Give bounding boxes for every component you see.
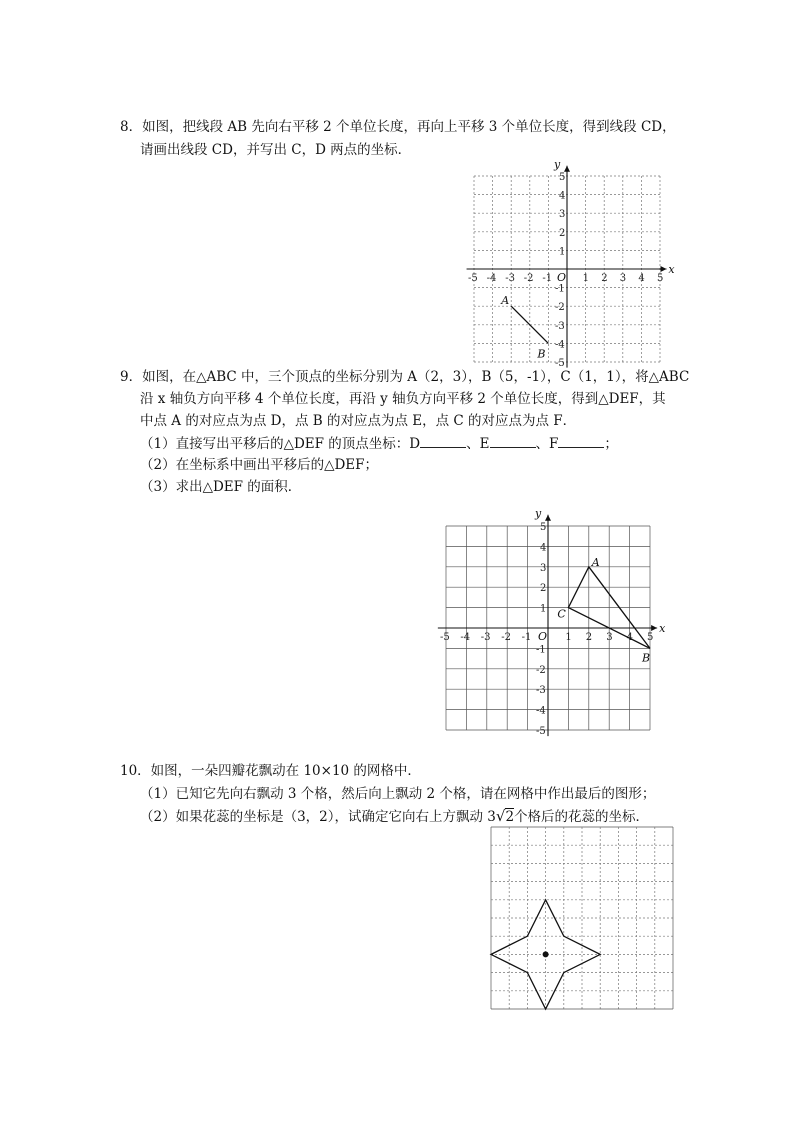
q9-sub1-text-d: ； — [604, 436, 618, 452]
y-axis-arrow — [545, 515, 551, 521]
q9-sub2: （2）在坐标系中画出平移后的△DEF； — [140, 457, 379, 473]
x-tick-label: -3 — [505, 273, 515, 284]
answer-blank-e[interactable] — [490, 434, 536, 448]
y-tick-label: 4 — [540, 542, 547, 554]
x-tick-label: 1 — [565, 632, 572, 643]
q9-line1: 9．如图，在△ABC 中，三个顶点的坐标分别为 A（2，3），B（5，-1），C（1，1），将△ABC — [120, 369, 690, 385]
point-c-label: C — [557, 607, 566, 621]
x-axis-arrow — [651, 625, 657, 631]
y-axis-arrow — [564, 166, 570, 172]
x-tick-label: -4 — [486, 273, 497, 284]
x-tick-label: 3 — [606, 632, 613, 643]
x-axis-label: x — [668, 263, 675, 276]
x-tick-label: 5 — [657, 273, 664, 284]
q9-sub1-text-a: （1）直接写出平移后的△DEF 的顶点坐标：D — [140, 436, 421, 452]
y-tick-label: -4 — [555, 339, 565, 351]
y-tick-label: -2 — [555, 302, 565, 314]
y-tick-label: 1 — [559, 246, 566, 258]
y-tick-label: -5 — [536, 726, 546, 737]
x-tick-label: 1 — [582, 273, 589, 284]
point-a-label: A — [501, 294, 510, 308]
x-tick-label: 5 — [647, 632, 654, 643]
x-tick-label: -1 — [521, 632, 532, 643]
q8-line2: 请画出线段 CD，并写出 C，D 两点的坐标． — [140, 142, 412, 158]
x-tick-label: -5 — [440, 632, 450, 643]
q9-sub1 — [140, 434, 618, 453]
origin-label: O — [538, 630, 548, 643]
point-b-label: B — [642, 651, 651, 665]
q9-line3: 中点 A 的对应点为点 D，点 B 的对应点为点 E，点 C 的对应点为点 F． — [140, 413, 577, 429]
q10-sub2 — [140, 807, 649, 826]
y-axis-label: y — [535, 506, 542, 520]
y-tick-label: -1 — [536, 644, 546, 656]
x-tick-label: 3 — [619, 273, 627, 284]
x-tick-label: 2 — [585, 632, 593, 643]
y-tick-label: 5 — [540, 522, 547, 533]
y-tick-label: 1 — [540, 603, 547, 615]
y-tick-label: -3 — [536, 685, 546, 697]
answer-blank-d[interactable] — [420, 434, 466, 448]
y-tick-label: -3 — [555, 320, 565, 332]
q10-sub2-text-b: 个格后的花蕊的坐标． — [514, 809, 650, 825]
x-tick-label: -3 — [480, 632, 491, 643]
point-b-label: B — [537, 347, 546, 361]
x-tick-label: 4 — [638, 273, 645, 284]
y-tick-label: -5 — [555, 358, 565, 369]
origin-label: O — [557, 271, 567, 284]
sqrt-radicand: 2 — [505, 809, 515, 825]
q9-line2: 沿 x 轴负方向平移 4 个单位长度，再沿 y 轴负方向平移 2 个单位长度，得到△DEF，其 — [140, 391, 666, 407]
q9-sub1-text-c: 、F — [535, 436, 559, 452]
y-tick-label: 2 — [559, 227, 566, 239]
q10-sub2-text-a: （2）如果花蕊的坐标是（3，2），试确定它向右上方飘动 3 — [140, 809, 496, 825]
q8-line1: 8．如图，把线段 AB 先向右平移 2 个单位长度，再向上平移 3 个单位长度，得到线段 CD， — [120, 119, 676, 135]
x-tick-label: -1 — [542, 273, 553, 284]
x-tick-label: -2 — [523, 273, 534, 284]
y-tick-label: 5 — [559, 172, 566, 183]
x-tick-label: -2 — [501, 632, 511, 643]
x-tick-label: 2 — [601, 273, 608, 284]
x-axis-arrow — [661, 266, 667, 272]
q10-line1: 10．如图，一朵四瓣花飘动在 10×10 的网格中． — [120, 763, 421, 779]
x-tick-label: -5 — [468, 273, 478, 284]
y-tick-label: 3 — [559, 209, 566, 221]
q9-sub1-text-b: 、E — [466, 436, 490, 452]
x-tick-label: -4 — [460, 632, 471, 643]
q8-coordinate-grid — [466, 156, 676, 368]
sqrt-sign: √ — [495, 807, 506, 825]
x-axis-label: x — [659, 622, 666, 635]
q9-sub3: （3）求出△DEF 的面积． — [140, 479, 302, 495]
answer-blank-f[interactable] — [558, 434, 604, 448]
point-a-label: A — [591, 555, 600, 569]
q10-flower-grid — [490, 826, 674, 1010]
y-tick-label: 4 — [559, 190, 566, 202]
y-tick-label: -4 — [536, 705, 546, 717]
y-tick-label: -1 — [555, 283, 565, 295]
y-tick-label: -2 — [536, 664, 546, 676]
y-tick-label: 3 — [540, 562, 547, 574]
q9-coordinate-grid — [436, 494, 672, 737]
x-tick-label: 4 — [626, 632, 633, 643]
y-axis-label: y — [554, 157, 561, 171]
q10-sub1: （1）已知它先向右飘动 3 个格，然后向上飘动 2 个格，请在网格中作出最后的图形； — [140, 786, 656, 802]
flower-center-dot — [543, 951, 549, 957]
y-tick-label: 2 — [540, 583, 547, 595]
